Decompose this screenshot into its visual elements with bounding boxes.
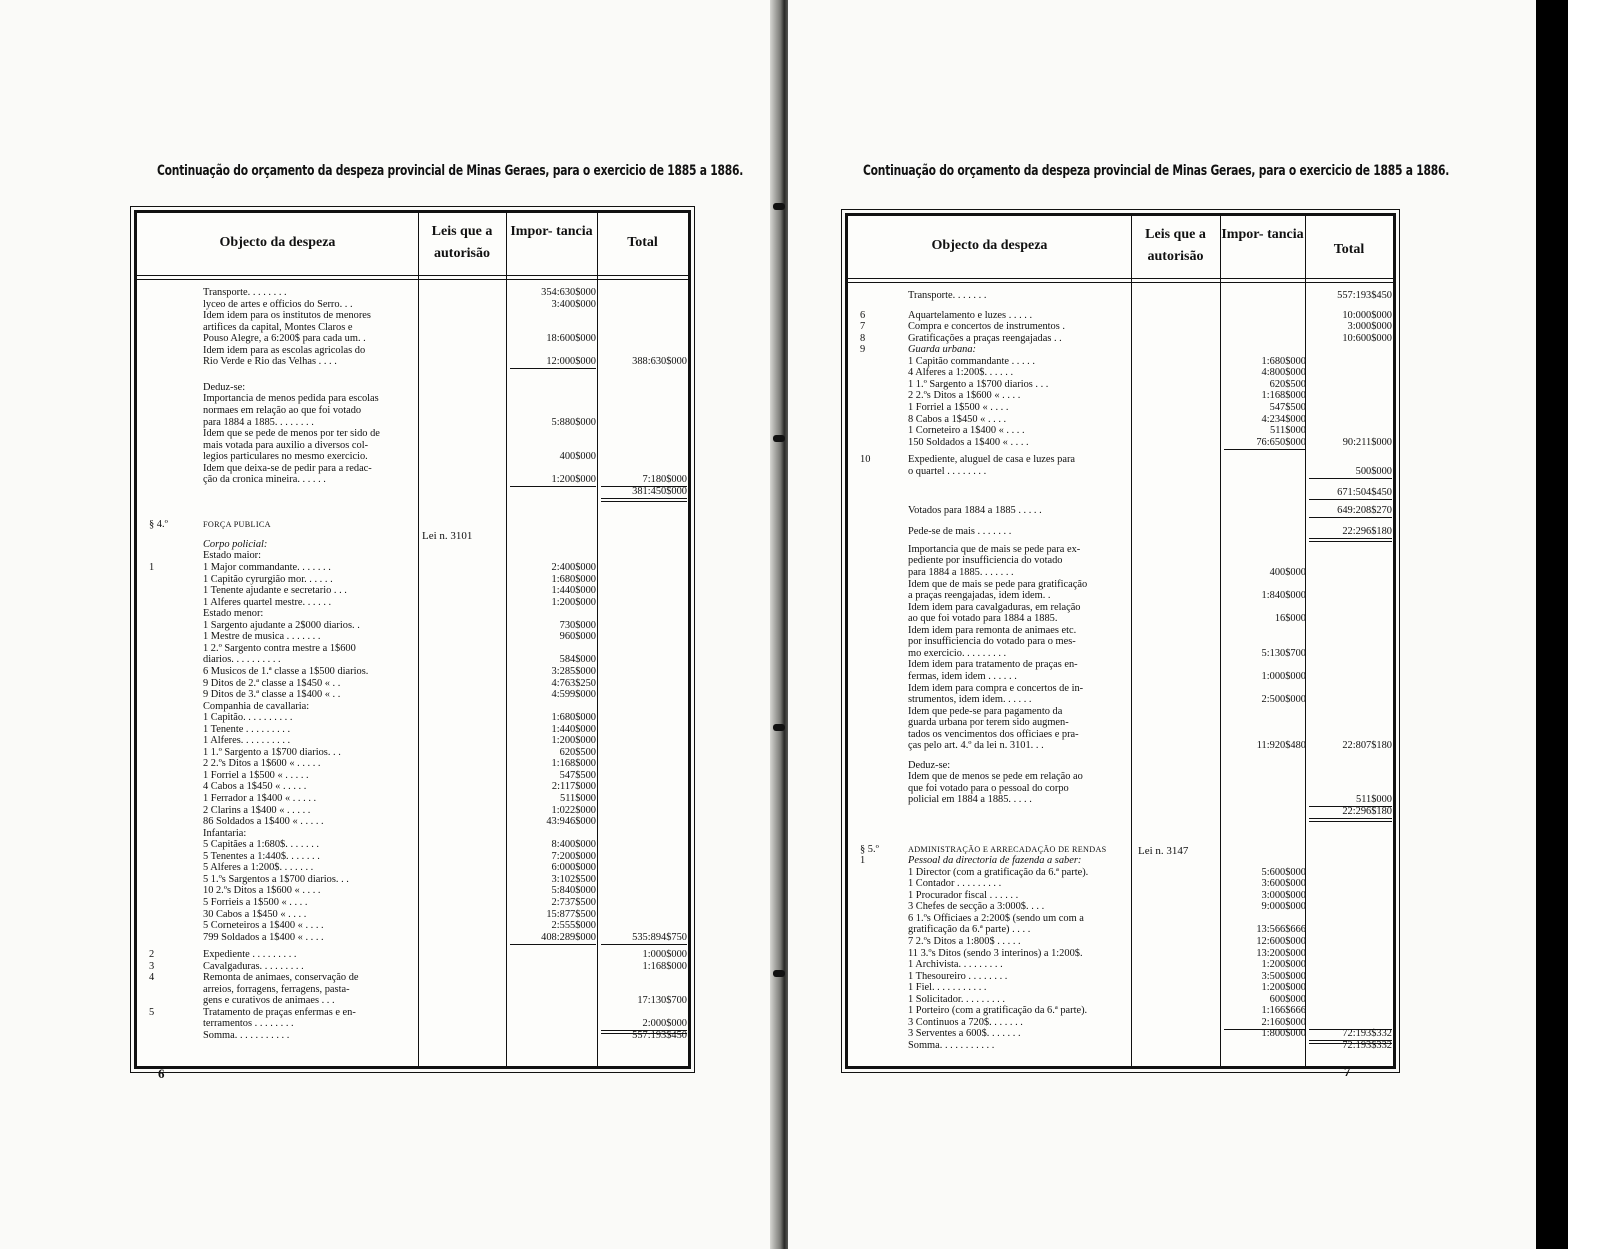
importancia-value: 43:946$000 — [546, 816, 596, 828]
row-description: ADMINISTRAÇÃO E ARRECADAÇÃO DE RENDAS — [908, 844, 1107, 854]
row-description: 1 Fiel. . . . . . . . . . . — [908, 982, 987, 994]
row-description: mo exercicio. . . . . . . . . — [908, 647, 1007, 659]
row-description: 1 Contador . . . . . . . . . — [908, 878, 1002, 890]
total-value: 557:193$450 — [632, 1030, 687, 1041]
row-item-number: 1 — [860, 855, 866, 867]
importancia-value: 960$000 — [559, 631, 596, 643]
importancia-value: 1:000$000 — [1261, 670, 1306, 682]
row-item-number: 9 — [860, 344, 866, 356]
row-description: Estado menor: — [203, 608, 264, 620]
column-header-objecto: Objecto da despeza — [931, 238, 1048, 253]
row-description: ção da cronica mineira. . . . . . — [203, 474, 326, 486]
lei-reference: Lei n. 3147 — [1138, 845, 1189, 857]
row-description: que foi votado para o pessoal do corpo — [908, 782, 1069, 794]
importancia-value: 3:600$000 — [1261, 878, 1306, 890]
row-description: 7 2.ºs Ditos a 1:800$ . . . . . — [908, 935, 1021, 947]
importancia-value: 7:200$000 — [551, 850, 596, 862]
importancia-value: 3:000$000 — [1261, 889, 1306, 901]
total-value: 1:000$000 — [642, 949, 687, 961]
importancia-value: 4:763$250 — [551, 677, 596, 689]
row-description: 10 2.ºs Ditos a 1$600 « . . . . — [203, 885, 321, 897]
row-description: Infantaria: — [203, 827, 247, 839]
row-description: Transporte. . . . . . . — [908, 290, 987, 301]
row-description: Pede-se de mais . . . . . . . — [908, 526, 1012, 538]
sum-rule — [1309, 499, 1392, 500]
scan-border — [1536, 0, 1568, 1249]
row-description: Idem idem para os institutos de menores — [203, 310, 371, 322]
row-description: Somma. . . . . . . . . . . — [908, 1039, 995, 1051]
importancia-value: 1:200$000 — [551, 474, 596, 486]
column-divider — [597, 213, 598, 1066]
importancia-value: 5:600$000 — [1261, 866, 1306, 878]
importancia-value: 511$000 — [1270, 425, 1306, 437]
header-rule — [848, 282, 1393, 283]
row-description: diarios. . . . . . . . . . — [203, 654, 281, 666]
importancia-value: 5:880$000 — [551, 416, 596, 428]
row-description: FORÇA PUBLICA — [203, 520, 271, 530]
row-description: 1 Major commandante. . . . . . . — [203, 562, 331, 573]
row-item-number: 4 — [149, 972, 155, 984]
row-item-number: § 5.º — [860, 843, 879, 855]
row-description: 4 Alferes a 1:200$. . . . . . — [908, 367, 1014, 379]
importancia-value: 354:630$000 — [541, 287, 596, 298]
row-description: Pessoal da directoria de fazenda a saber: — [908, 855, 1082, 867]
importancia-value: 4:234$000 — [1261, 413, 1306, 425]
row-description: 1 Thesoureiro . . . . . . . . — [908, 970, 1008, 982]
total-value: 22:296$180 — [1342, 806, 1392, 817]
row-description: Somma. . . . . . . . . . . — [203, 1030, 290, 1041]
importancia-value: 730$000 — [559, 619, 596, 631]
importancia-value: 5:840$000 — [551, 885, 596, 897]
row-description: pediente por insufficiencia do votado — [908, 555, 1063, 567]
importancia-value: 620$500 — [559, 746, 596, 758]
row-description: Expediente . . . . . . . . . — [203, 949, 297, 961]
importancia-value: 76:650$000 — [1256, 436, 1306, 448]
importancia-value: 8:400$000 — [551, 839, 596, 851]
importancia-value: 1:022$000 — [551, 804, 596, 816]
importancia-value: 15:877$500 — [546, 908, 596, 920]
row-item-number: 1 — [149, 562, 155, 573]
row-description: guarda urbana por terem sido augmen- — [908, 717, 1069, 729]
total-value: 72:193$332 — [1342, 1039, 1392, 1051]
row-item-number: 6 — [860, 309, 866, 321]
row-description: 9 Ditos de 2.ª classe a 1$450 « . . — [203, 677, 341, 689]
row-description: Deduz-se: — [908, 759, 951, 771]
total-value: 17:130$700 — [637, 995, 687, 1007]
total-value: 3:000$000 — [1347, 321, 1392, 333]
importancia-value: 6:000$000 — [551, 862, 596, 874]
row-description: Pouso Alegre, a 6:200$ para cada um. . — [203, 333, 366, 345]
importancia-value: 511$000 — [560, 793, 596, 804]
row-description: 9 Ditos de 3.ª classe a 1$400 « . . — [203, 689, 341, 701]
row-description: ao que foi votado para 1884 a 1885. — [908, 613, 1058, 625]
importancia-value: 408:289$000 — [541, 931, 596, 943]
importancia-value: 547$500 — [559, 769, 596, 781]
left-page-header: Continuação do orçamento da despeza provincial de Minas Geraes, para o exercicio de 1885 a 1886. — [157, 163, 744, 179]
row-description: Idem que se pede de menos por ter sido de — [203, 428, 380, 440]
left-page — [0, 0, 778, 1249]
total-value: 22:296$180 — [1342, 526, 1392, 538]
importancia-value: 3:500$000 — [1261, 970, 1306, 982]
row-description: 3 Serventes a 600$. . . . . . . — [908, 1028, 1021, 1040]
total-value: 388:630$000 — [632, 356, 687, 368]
column-divider — [506, 213, 507, 1066]
column-header-leis: Leis que a autorisão — [431, 224, 493, 261]
row-description: 2 2.ºs Ditos a 1$600 « . . . . — [908, 390, 1021, 402]
importancia-value: 1:680$000 — [551, 573, 596, 585]
row-description: Gratificações a praças reengajadas . . — [908, 332, 1062, 344]
row-description: legios particulares no mesmo exercicio. — [203, 451, 368, 463]
total-value: 1:168$000 — [642, 960, 687, 972]
row-description: strumentos, idem idem. . . . . . — [908, 694, 1032, 706]
importancia-value: 13:200$000 — [1256, 947, 1306, 959]
row-description: Idem idem para tratamento de praças en- — [908, 659, 1078, 671]
lei-reference: Lei n. 3101 — [422, 530, 473, 542]
row-description: 1 2.º Sargento contra mestre a 1$600 — [203, 642, 356, 654]
row-description: 5 1.ºs Sargentos a 1$700 diarios. . . — [203, 873, 349, 885]
total-value: 10:000$000 — [1342, 309, 1392, 321]
row-description: 1 Forriel a 1$500 « . . . . . — [203, 769, 309, 781]
importancia-value: 1:680$000 — [551, 712, 596, 724]
row-description: para 1884 a 1885. . . . . . . — [908, 567, 1014, 578]
importancia-value: 1:200$000 — [551, 596, 596, 608]
column-header-objecto: Objecto da despeza — [219, 235, 336, 250]
row-description: 1 1.º Sargento a 1$700 diarios. . . — [203, 746, 341, 758]
importancia-value: 400$000 — [559, 451, 596, 463]
row-item-number: 7 — [860, 321, 866, 333]
importancia-value: 3:400$000 — [551, 298, 596, 310]
importancia-value: 547$500 — [1269, 401, 1306, 413]
row-description: fermas, idem idem . . . . . . — [908, 670, 1017, 682]
row-description: Idem idem para cavalgaduras, em relação — [908, 601, 1081, 613]
row-description: 2 2.ºs Ditos a 1$600 « . . . . . — [203, 758, 321, 770]
row-item-number: 2 — [149, 949, 155, 961]
row-description: 5 Alferes a 1:200$. . . . . . . — [203, 862, 314, 874]
header-rule — [848, 278, 1393, 279]
importancia-value: 1:166$666 — [1261, 1005, 1306, 1017]
binding-stitch — [773, 970, 785, 977]
row-description: Idem que de menos se pede em relação ao — [908, 771, 1083, 783]
row-description: 86 Soldados a 1$400 « . . . . . — [203, 816, 324, 828]
row-description: 6 Musicos de 1.ª classe a 1$500 diarios. — [203, 665, 369, 677]
row-description: ças pelo art. 4.º da lei n. 3101. . . — [908, 740, 1044, 752]
row-description: 5 Tenentes a 1:440$. . . . . . . — [203, 850, 320, 862]
importancia-value: 18:600$000 — [546, 333, 596, 345]
total-value: 649:208$270 — [1337, 504, 1392, 516]
row-description: o quartel . . . . . . . . — [908, 465, 987, 477]
importancia-value: 4:800$000 — [1261, 367, 1306, 379]
importancia-value: 3:285$000 — [551, 665, 596, 677]
row-description: 1 Procurador fiscal . . . . . . — [908, 889, 1019, 901]
row-description: 1 Tenente ajudante e secretario . . . — [203, 585, 347, 597]
row-description: Rio Verde e Rio das Velhas . . . . — [203, 356, 337, 368]
importancia-value: 584$000 — [559, 654, 596, 666]
row-description: Idem idem para remonta de animaes etc. — [908, 624, 1077, 636]
row-description: para 1884 a 1885. . . . . . . . — [203, 416, 314, 428]
importancia-value: 2:500$000 — [1261, 694, 1306, 706]
row-description: lyceo de artes e officios do Serro. . . — [203, 298, 353, 310]
row-description: 799 Soldados a 1$400 « . . . . — [203, 931, 324, 943]
row-item-number: 10 — [860, 454, 871, 466]
row-description: Importancia que de mais se pede para ex- — [908, 543, 1081, 555]
importancia-value: 1:200$000 — [1261, 982, 1306, 994]
page-number: 7 — [1344, 1064, 1351, 1079]
row-item-number: § 4.º — [149, 519, 168, 531]
row-description: 1 Alferes quartel mestre. . . . . . — [203, 596, 332, 608]
total-value: 2:000$000 — [642, 1018, 687, 1030]
row-description: Transporte. . . . . . . . — [203, 287, 287, 298]
row-description: 1 Ferrador a 1$400 « . . . . . — [203, 793, 317, 804]
right-page-header: Continuação do orçamento da despeza provincial de Minas Geraes, para o exercicio de 1885 a 1886. — [863, 163, 1450, 179]
importancia-value: 400$000 — [1269, 567, 1306, 578]
total-value: 22:807$180 — [1342, 740, 1392, 752]
row-description: Idem que deixa-se de pedir para a redac- — [203, 462, 372, 474]
row-description: Idem idem para as escolas agricolas do — [203, 344, 366, 356]
total-value: 557:193$450 — [1337, 290, 1392, 301]
row-description: 4 Cabos a 1$450 « . . . . . — [203, 781, 307, 793]
column-divider — [1131, 216, 1132, 1066]
sum-rule — [1309, 818, 1392, 822]
row-description: Cavalgaduras. . . . . . . . . — [203, 960, 304, 972]
total-value: 511$000 — [1356, 794, 1392, 806]
row-description: 8 Cabos a 1$450 « . . . . — [908, 413, 1007, 425]
column-header-total: Total — [1333, 242, 1365, 257]
row-description: 1 Capitão cyrurgião mor. . . . . . — [203, 573, 333, 585]
row-description: Compra e concertos de instrumentos . — [908, 321, 1065, 333]
row-description: 1 Director (com a gratificação da 6.ª parte). — [908, 866, 1089, 878]
sum-rule — [601, 944, 687, 945]
row-description: Aquartelamento e luzes . . . . . — [908, 309, 1033, 321]
importancia-value: 12:600$000 — [1256, 935, 1306, 947]
importancia-value: 1:200$000 — [551, 735, 596, 747]
row-description: Idem idem para compra e concertos de in- — [908, 682, 1084, 694]
row-description: Importancia de menos pedida para escolas — [203, 393, 379, 405]
sum-rule — [1309, 517, 1392, 518]
row-item-number: 3 — [149, 960, 155, 972]
sum-rule — [601, 498, 687, 502]
sum-rule — [510, 486, 596, 487]
row-description: 30 Cabos a 1$450 « . . . . — [203, 908, 307, 920]
row-description: normaes em relação ao que foi votado — [203, 404, 362, 416]
importancia-value: 1:168$000 — [551, 758, 596, 770]
row-description: 5 Forrieis a 1$500 « . . . . — [203, 896, 308, 908]
row-description: 1 Tenente . . . . . . . . . — [203, 723, 291, 735]
left-budget-table — [134, 210, 691, 1069]
sum-rule — [1224, 449, 1306, 450]
row-description: Guarda urbana: — [908, 344, 977, 356]
importancia-value: 11:920$480 — [1256, 740, 1306, 752]
importancia-value: 1:168$000 — [1261, 390, 1306, 402]
row-description: 6 1.ºs Officiaes a 2:200$ (sendo um com a — [908, 912, 1084, 924]
importancia-value: 13:566$666 — [1256, 924, 1306, 936]
importancia-value: 5:130$700 — [1261, 647, 1306, 659]
row-description: policial em 1884 a 1885. . . . . — [908, 794, 1032, 806]
row-description: 3 Chefes de secção a 3:000$. . . . — [908, 901, 1045, 913]
total-value: 7:180$000 — [642, 474, 687, 486]
sum-rule — [1309, 478, 1392, 479]
row-description: gratificação da 6.ª parte) . . . . — [908, 924, 1031, 936]
total-value: 671:504$450 — [1337, 487, 1392, 499]
row-description: 1 Capitão commandante . . . . . — [908, 355, 1035, 367]
importancia-value: 4:599$000 — [551, 689, 596, 701]
row-description: terramentos . . . . . . . . — [203, 1018, 294, 1030]
importancia-value: 620$500 — [1269, 378, 1306, 390]
importancia-value: 9:000$000 — [1261, 901, 1306, 913]
binding-stitch — [773, 435, 785, 442]
column-header-importancia: Impor- tancia — [1221, 227, 1304, 242]
total-value: 90:211$000 — [1342, 436, 1392, 448]
row-description: por insufficiencia do votado para o mes- — [908, 636, 1076, 648]
binding-stitch — [773, 203, 785, 210]
row-description: Corpo policial: — [203, 538, 268, 550]
importancia-value: 2:737$500 — [551, 896, 596, 908]
column-divider — [418, 213, 419, 1066]
sum-rule — [510, 944, 596, 945]
row-description: Idem que pede-se para pagamento da — [908, 705, 1063, 717]
row-description: Tratamento de praças enfermas e en- — [203, 1006, 356, 1018]
sum-rule — [510, 368, 596, 369]
importancia-value: 600$000 — [1269, 993, 1306, 1005]
row-description: Companhia de cavallaria: — [203, 700, 310, 712]
row-description: 1 1.º Sargento a 1$700 diarios . . . — [908, 378, 1049, 390]
row-description: Votados para 1884 a 1885 . . . . . — [908, 504, 1042, 516]
right-budget-table — [845, 213, 1396, 1069]
row-description: 1 Solicitador. . . . . . . . . — [908, 993, 1005, 1005]
importancia-value: 1:840$000 — [1261, 590, 1306, 602]
importancia-value: 3:102$500 — [551, 873, 596, 885]
row-description: tados os vencimentos dos officiaes e pra- — [908, 728, 1079, 740]
row-description: 3 Continuos a 720$. . . . . . . — [908, 1016, 1023, 1028]
total-value: 500$000 — [1355, 465, 1392, 477]
row-description: 2 Clarins a 1$400 « . . . . . — [203, 804, 311, 816]
importancia-value: 1:440$000 — [551, 723, 596, 735]
column-header-leis: Leis que a autorisão — [1145, 227, 1206, 264]
row-description: 1 Sargento ajudante a 2$000 diarios. . — [203, 619, 360, 631]
column-header-total: Total — [627, 235, 658, 250]
column-divider — [1220, 216, 1221, 1066]
row-item-number: 8 — [860, 332, 866, 344]
page-number: 6 — [158, 1066, 165, 1081]
row-description: arreios, forragens, ferragens, pasta- — [203, 983, 350, 995]
row-description: a praças reengajadas, idem idem. . — [908, 590, 1051, 602]
column-header-importancia: Impor- tancia — [510, 224, 593, 239]
row-description: 1 Alferes. . . . . . . . . . — [203, 735, 291, 747]
row-description: mais votada para auxilio a diversos col- — [203, 439, 369, 451]
row-description: 1 Capitão. . . . . . . . . . — [203, 712, 293, 724]
header-rule — [137, 279, 688, 280]
row-description: 1 Porteiro (com a gratificação da 6.ª parte). — [908, 1005, 1088, 1017]
row-description: artifices da capital, Montes Claros e — [203, 321, 353, 333]
row-description: Idem que de mais se pede para gratificação — [908, 578, 1088, 590]
row-description: Remonta de animaes, conservação de — [203, 972, 359, 984]
sum-rule — [1309, 538, 1392, 542]
header-rule — [137, 275, 688, 276]
importancia-value: 1:440$000 — [551, 585, 596, 597]
importancia-value: 2:117$000 — [551, 781, 596, 793]
importancia-value: 1:800$000 — [1261, 1028, 1306, 1040]
importancia-value: 1:200$000 — [1261, 959, 1306, 971]
importancia-value: 1:680$000 — [1261, 355, 1306, 367]
row-description: Deduz-se: — [203, 381, 246, 393]
total-value: 535:894$750 — [632, 931, 687, 943]
row-description: 1 Corneteiro a 1$400 « . . . . — [908, 425, 1025, 437]
total-value: 72:193$332 — [1342, 1028, 1392, 1040]
importancia-value: 2:400$000 — [551, 562, 596, 573]
row-item-number: 5 — [149, 1006, 155, 1018]
total-value: 381:450$000 — [632, 485, 687, 497]
row-description: 5 Corneteiros a 1$400 « . . . . — [203, 920, 324, 932]
row-description: 150 Soldados a 1$400 « . . . . — [908, 436, 1029, 448]
importancia-value: 2:160$000 — [1261, 1016, 1306, 1028]
binding-stitch — [773, 724, 785, 731]
right-page — [788, 0, 1568, 1249]
importancia-value: 16$000 — [1274, 613, 1306, 625]
row-description: gens e curativos de animaes . . . — [203, 995, 335, 1007]
total-value: 10:600$000 — [1342, 332, 1392, 344]
row-description: 1 Mestre de musica . . . . . . . — [203, 631, 321, 643]
importancia-value: 2:555$000 — [551, 920, 596, 932]
row-description: 11 3.ºs Ditos (sendo 3 interinos) a 1:200$. — [908, 947, 1083, 959]
row-description: 5 Capitães a 1:680$. . . . . . . — [203, 839, 320, 851]
row-description: 1 Archivista. . . . . . . . . — [908, 959, 1003, 971]
importancia-value: 12:000$000 — [546, 356, 596, 368]
row-description: 1 Forriel a 1$500 « . . . . — [908, 401, 1009, 413]
row-description: Estado maior: — [203, 550, 262, 562]
row-description: Expediente, aluguel de casa e luzes para — [908, 454, 1076, 466]
